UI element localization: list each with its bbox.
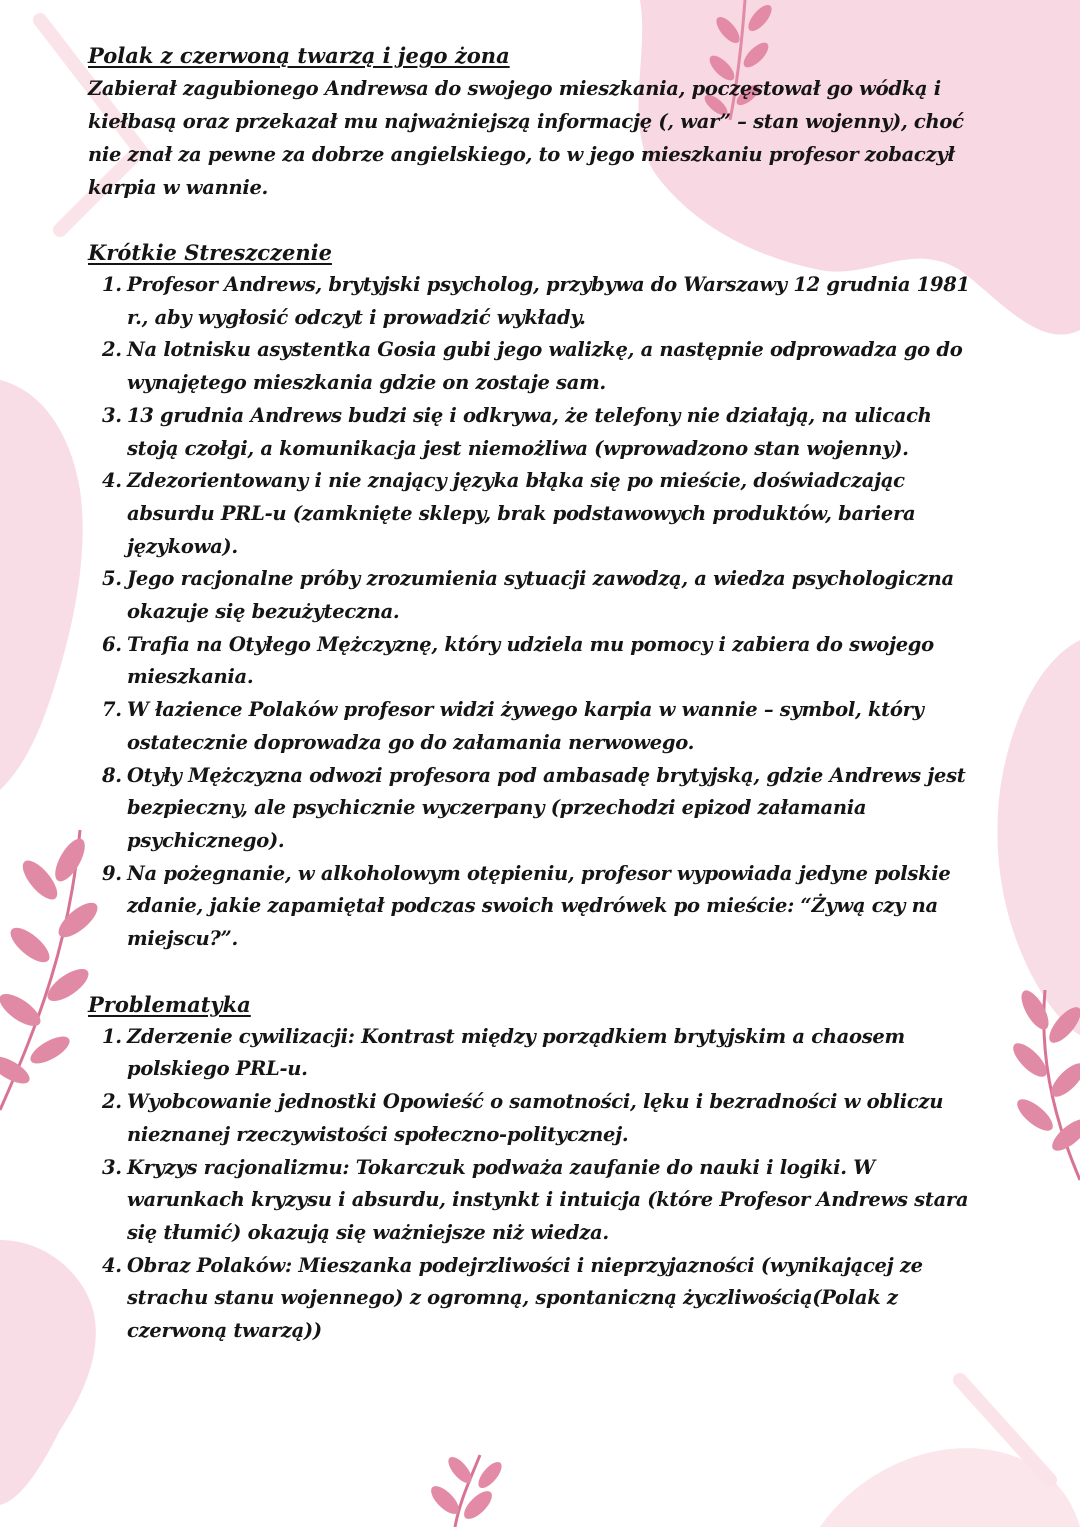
problems-list (88, 1021, 988, 1348)
spacer (88, 204, 988, 237)
list-item (88, 858, 988, 956)
list-item-number: 5. (102, 567, 122, 591)
list-item-text: Na lotnisku asystentka Gosia gubi jego walizkę, a następnie odprowadza go do wynajętego mieszkania gdzie on zostaje sam. (127, 338, 963, 395)
list-item-text: Zdezorientowany i nie znający języka błąka się po mieście, doświadczając absurdu PRL-u (zamknięte sklepy, brak podstawowych produktów, bariera językowa). (127, 469, 916, 558)
list-item-number: 4. (102, 469, 122, 493)
list-item-text: Wyobcowanie jednostki Opowieść o samotności, lęku i bezradności w obliczu nieznanej rzeczywistości społeczno-politycznej. (127, 1090, 944, 1146)
list-item (88, 1086, 988, 1151)
list-item-number: 8. (102, 763, 122, 787)
list-item (88, 629, 988, 694)
list-item-number: 4. (102, 1253, 122, 1277)
list-item (88, 760, 988, 858)
pink-blob-right-middle (997, 640, 1080, 1035)
list-item-text: Kryzys racjonalizmu: Tokarczuk podważa zaufanie do nauki i logiki. W warunkach kryzysu i absurdu, instynkt i intuicja (które Profesor Andrews stara się tłumić) okazują się ważniejsze niż wiedza. (127, 1155, 969, 1244)
list-item (88, 1021, 988, 1086)
list-item-text: Jego racjonalne próby zrozumienia sytuacji zawodzą, a wiedza psychologiczna okazuje się bezużyteczna. (127, 567, 954, 624)
list-item-text: Na pożegnanie, w alkoholowym otępieniu, profesor wypowiada jedyne polskie zdanie, jakie zapamiętał podczas swoich wędrówek po mieście: “Żywą czy na miejscu?”. (127, 861, 951, 951)
document-content (88, 40, 988, 1348)
section-problems (88, 989, 988, 1348)
leaf-sprig-right (1008, 986, 1080, 1180)
list-item (88, 1152, 988, 1250)
summary-heading: Krótkie Streszczenie (88, 240, 332, 265)
list-item-number: 3. (102, 1155, 122, 1179)
list-item-number: 2. (102, 1090, 122, 1114)
list-item-text: Profesor Andrews, brytyjski psycholog, przybywa do Warszawy 12 grudnia 1981 r., aby wygłosić odczyt i prowadzić wykłady. (127, 273, 970, 329)
list-item-number: 1. (102, 1024, 122, 1048)
list-item-text: 13 grudnia Andrews budzi się i odkrywa, że telefony nie działają, na ulicach stoją czołgi, a komunikacja jest niemożliwa (wprowadzono stan wojenny). (127, 403, 932, 460)
pink-blob-left-bottom (0, 1240, 96, 1505)
list-item (88, 1250, 988, 1348)
list-item-text: Otyły Mężczyzna odwozi profesora pod ambasadę brytyjską, gdzie Andrews jest bezpieczny, ale psychicznie wyczerpany (przechodzi epizod załamania psychicznego). (127, 763, 966, 852)
list-item-text: Obraz Polaków: Mieszanka podejrzliwości i nieprzyjazności (wynikającej ze strachu stanu wojennego) z ogromną, spontaniczną życzliwością(Polak z czerwoną twarzą)) (127, 1253, 923, 1343)
section-intro (88, 40, 988, 204)
intro-paragraph: Zabierał zagubionego Andrewsa do swojego mieszkania, poczęstował go wódką i kiełbasą oraz przekazał mu najważniejszą informację (‚ war” – stan wojenny), choć nie znał za pewne za dobrze angielskiego, to w jego mieszkaniu profesor zobaczył karpia w wannie. (88, 77, 964, 199)
list-item-number: 9. (102, 861, 122, 885)
spacer (88, 956, 988, 989)
list-item-text: Trafia na Otyłego Mężczyznę, który udziela mu pomocy i zabiera do swojego mieszkania. (127, 632, 934, 689)
pink-blob-left-middle (0, 380, 83, 790)
list-item (88, 465, 988, 563)
list-item (88, 694, 988, 759)
list-item (88, 400, 988, 465)
list-item (88, 563, 988, 628)
list-item-number: 3. (102, 403, 122, 427)
leaf-sprig-bottom (427, 1453, 506, 1527)
intro-heading: Polak z czerwoną twarzą i jego żona (88, 43, 510, 68)
problems-heading: Problematyka (88, 991, 251, 1017)
section-summary (88, 237, 988, 956)
list-item-number: 7. (102, 698, 122, 722)
list-item-text: W łazience Polaków profesor widzi żywego karpia w wannie – symbol, który ostatecznie doprowadza go do załamania nerwowego. (127, 698, 924, 754)
list-item-number: 6. (102, 632, 122, 656)
list-item (88, 334, 988, 399)
list-item (88, 269, 988, 334)
summary-list (88, 269, 988, 956)
list-item-text: Zderzenie cywilizacji: Kontrast między porządkiem brytyjskim a chaosem polskiego PRL-u. (127, 1024, 905, 1081)
list-item-number: 1. (102, 273, 122, 296)
list-item-number: 2. (102, 338, 122, 362)
